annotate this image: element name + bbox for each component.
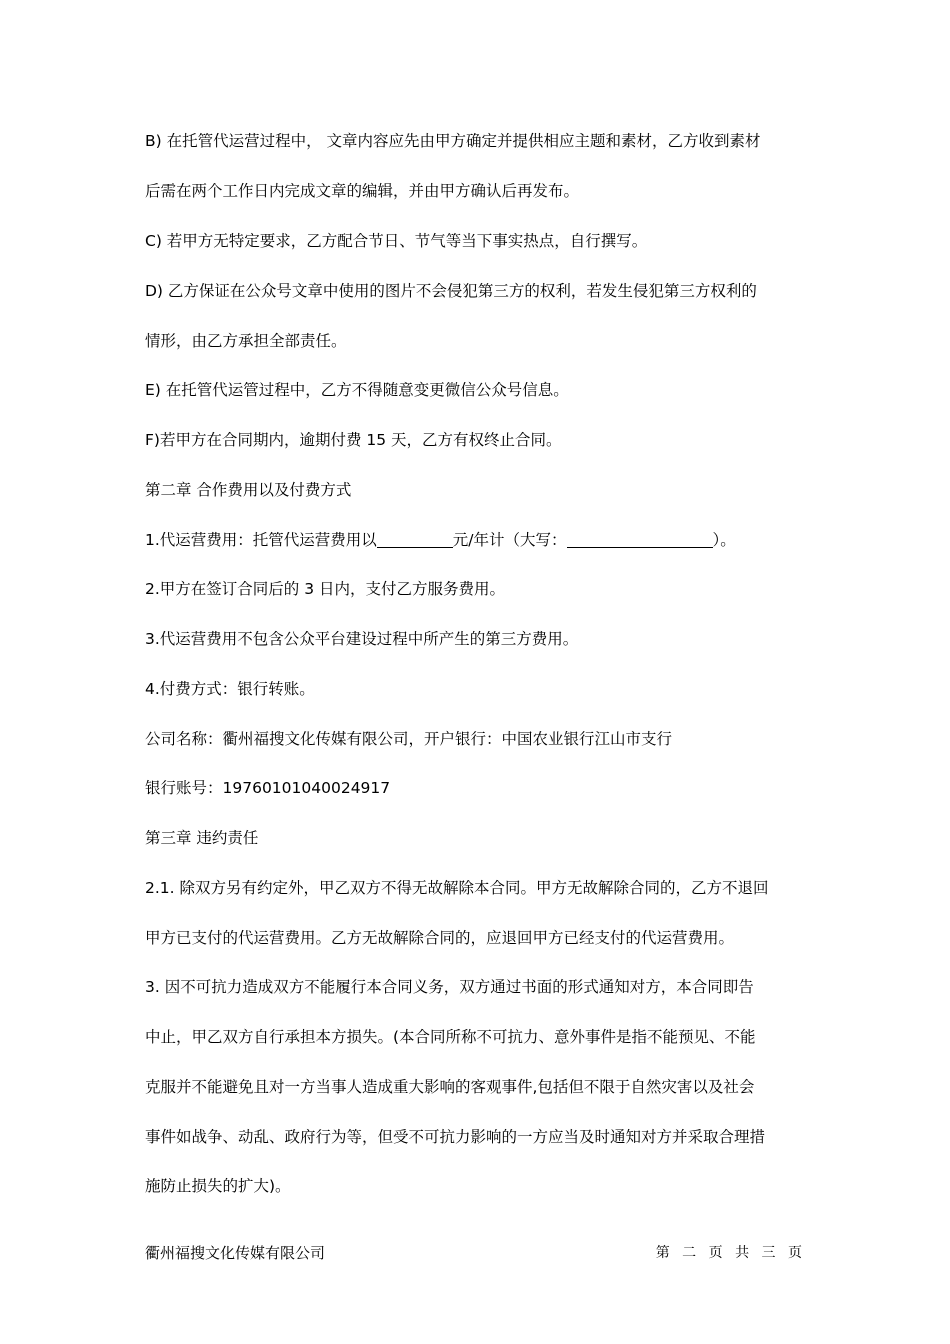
paragraph-line: F)若甲方在合同期内，逾期付费 15 天，乙方有权终止合同。 bbox=[145, 431, 562, 449]
paragraph-line: 后需在两个工作日内完成文章的编辑，并由甲方确认后再发布。 bbox=[145, 182, 580, 200]
amount-blank bbox=[377, 531, 453, 548]
paragraph-line: 公司名称：衢州福搜文化传媒有限公司，开户银行：中国农业银行江山市支行 bbox=[145, 730, 673, 748]
paragraph-line: 中止，甲乙双方自行承担本方损失。(本合同所称不可抗力、意外事件是指不能预见、不能 bbox=[145, 1028, 756, 1046]
paragraph-line: 施防止损失的扩大)。 bbox=[145, 1177, 291, 1195]
paragraph-line: 事件如战争、动乱、政府行为等，但受不可抗力影响的一方应当及时通知对方并采取合理措 bbox=[145, 1128, 766, 1146]
fee-line bbox=[145, 529, 810, 551]
paragraph-line: 克服并不能避免且对一方当事人造成重大影响的客观事件,包括但不限于自然灾害以及社会 bbox=[145, 1078, 755, 1096]
paragraph-line: C) 若甲方无特定要求，乙方配合节日、节气等当下事实热点，自行撰写。 bbox=[145, 232, 648, 250]
paragraph-line: B) 在托管代运营过程中， 文章内容应先由甲方确定并提供相应主题和素材，乙方收到素材 bbox=[145, 132, 761, 150]
paragraph-line: 4.付费方式：银行转账。 bbox=[145, 680, 315, 698]
fee-line-suffix: ）。 bbox=[712, 531, 736, 549]
paragraph-line: E) 在托管代运管过程中，乙方不得随意变更微信公众号信息。 bbox=[145, 381, 569, 399]
paragraph-line: 2.甲方在签订合同后的 3 日内，支付乙方服务费用。 bbox=[145, 580, 506, 598]
fee-line-middle: 元/年计（大写： bbox=[452, 531, 567, 549]
chapter-heading: 第二章 合作费用以及付费方式 bbox=[145, 481, 352, 499]
paragraph-line: 甲方已支付的代运营费用。乙方无故解除合同的，应退回甲方已经支付的代运营费用。 bbox=[145, 929, 735, 947]
paragraph-line: 2.1. 除双方另有约定外，甲乙双方不得无故解除本合同。甲方无故解除合同的，乙方不退回 bbox=[145, 879, 769, 897]
amount-in-words-blank bbox=[567, 531, 713, 548]
paragraph-line: 3.代运营费用不包含公众平台建设过程中所产生的第三方费用。 bbox=[145, 630, 579, 648]
chapter-heading: 第三章 违约责任 bbox=[145, 829, 259, 847]
paragraph-line: 银行账号：19760101040024917 bbox=[145, 779, 391, 797]
footer-page-number: 第 二 页 共 三 页 bbox=[655, 1245, 806, 1261]
paragraph-line: 情形，由乙方承担全部责任。 bbox=[145, 332, 347, 350]
footer-company: 衢州福搜文化传媒有限公司 bbox=[145, 1244, 326, 1262]
paragraph-line: D) 乙方保证在公众号文章中使用的图片不会侵犯第三方的权利，若发生侵犯第三方权利的 bbox=[145, 282, 757, 300]
paragraph-line: 3. 因不可抗力造成双方不能履行本合同义务，双方通过书面的形式通知对方，本合同即告 bbox=[145, 978, 754, 996]
fee-line-prefix: 1.代运营费用：托管代运营费用以 bbox=[145, 531, 377, 549]
